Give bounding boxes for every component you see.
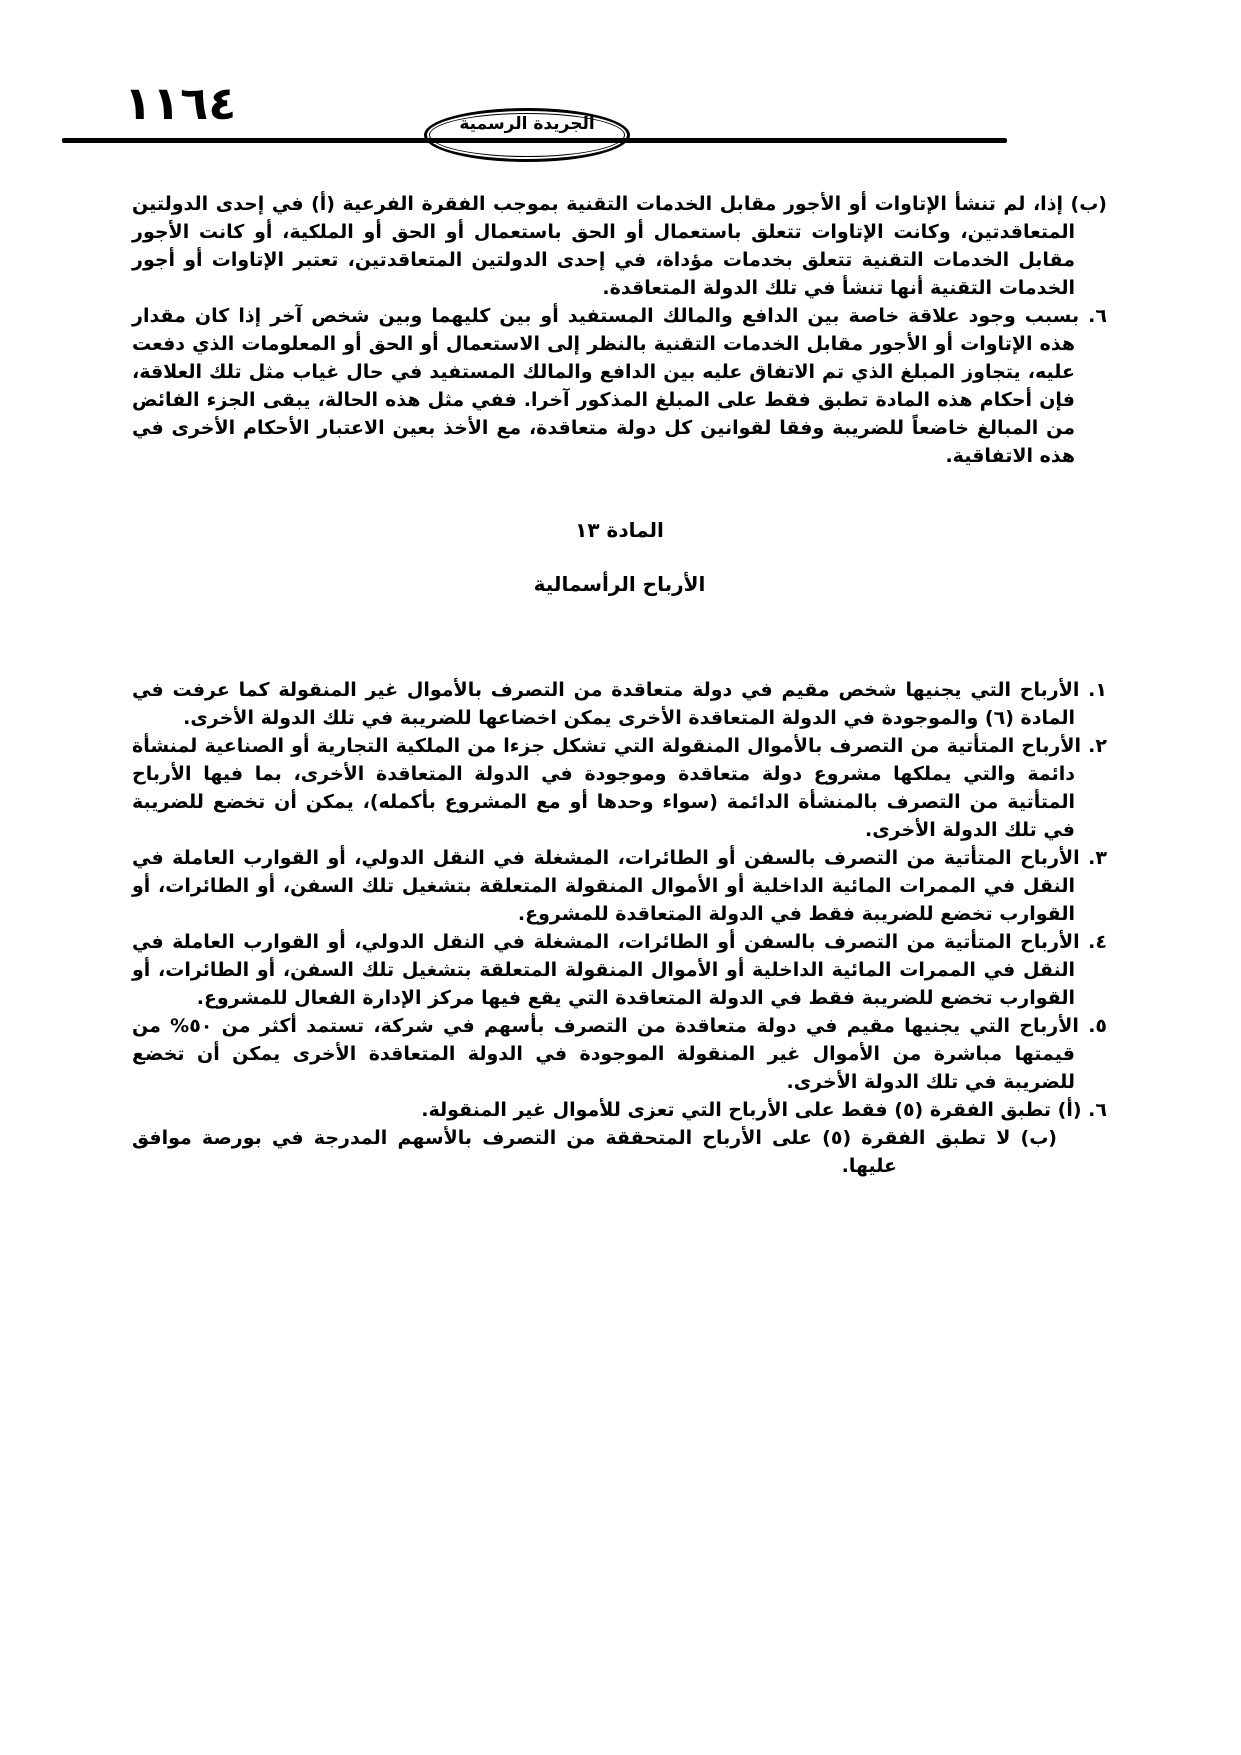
article-title: المادة ١٣ xyxy=(575,518,664,542)
clause-6-sub-b xyxy=(132,1124,1107,1180)
article-subtitle: الأرباح الرأسمالية xyxy=(533,572,706,596)
clause-3-text: الأرباح المتأتية من التصرف بالسفن أو الطائرات، المشغلة في النقل الدولي، أو القوارب العاملة في النقل في الممرات المائية الداخلية أو الأموال المنقولة المتعلقة بتشغيل تلك السفن، أو الطائرات، أو القوارب تخضع للضريبة فقط في الدولة المتعاقدة للمشروع. xyxy=(132,847,1080,925)
clause-1-marker: ١. xyxy=(1088,679,1107,701)
clause-6-marker: ٦. xyxy=(1088,1099,1107,1121)
clause-6-sub-b-marker: (ب) xyxy=(1020,1127,1057,1149)
clause-2-text: الأرباح المتأتية من التصرف بالأموال المنقولة التي تشكل جزءا من الملكية التجارية أو الصناعية لمنشأة دائمة والتي يملكها مشروع دولة متعاقدة وموجودة في الدولة المتعاقدة الأخرى، بما فيها الأرباح المتأتية من التصرف بالمنشأة الدائمة (سواء وحدها أو مع المشروع بأكمله)، يمكن أن تخضع للضريبة في تلك الدولة الأخرى. xyxy=(132,735,1081,841)
masthead-title: الجريدة الرسمية xyxy=(459,114,595,134)
clause-6-prev xyxy=(132,302,1107,470)
clause-5-marker: ٥. xyxy=(1088,1015,1108,1037)
clause-4 xyxy=(132,928,1107,1012)
document-body xyxy=(132,190,1107,1180)
clause-6-prev-marker: ٦. xyxy=(1088,305,1107,327)
clause-2 xyxy=(132,732,1107,844)
clause-6-sub-a-text: تطبق الفقرة (٥) فقط على الأرباح التي تعزى للأموال غير المنقولة. xyxy=(421,1099,1052,1121)
clause-6-sub-a-marker: (أ) xyxy=(1057,1099,1082,1121)
clause-1-text: الأرباح التي يجنيها شخص مقيم في دولة متعاقدة من التصرف بالأموال غير المنقولة كما عرفت في المادة (٦) والموجودة في الدولة المتعاقدة الأخرى يمكن اخضاعها للضريبة في تلك الدولة الأخرى. xyxy=(132,679,1080,729)
paragraph-b-text: إذا، لم تنشأ الإتاوات أو الأجور مقابل الخدمات التقنية بموجب الفقرة الفرعية (أ) في إحدى الدولتين المتعاقدتين، وكانت الإتاوات تتعلق باستعمال أو الحق باستعمال أو الحق أو الملكية، أو كانت الأجور مقابل الخدمات التقنية تتعلق بخدمات مؤداة، في إحدى الدولتين المتعاقدتين، تعتبر الإتاوات أو أجور الخدمات التقنية أنها تنشأ في تلك الدولة المتعاقدة. xyxy=(132,193,1075,299)
clause-5 xyxy=(132,1012,1107,1096)
clause-6-sub-b-text: لا تطبق الفقرة (٥) على الأرباح المتحققة من التصرف بالأسهم المدرجة في بورصة موافق عليها. xyxy=(132,1127,1011,1177)
clause-1 xyxy=(132,676,1107,732)
clause-6 xyxy=(132,1096,1107,1124)
clause-4-marker: ٤. xyxy=(1088,931,1107,953)
page-number: ١١٦٤ xyxy=(124,76,237,130)
clause-4-text: الأرباح المتأتية من التصرف بالسفن أو الطائرات، المشغلة في النقل الدولي، أو القوارب العاملة في النقل في الممرات المائية الداخلية أو الأموال المنقولة المتعلقة بتشغيل تلك السفن، أو الطائرات، أو القوارب تخضع للضريبة فقط في الدولة المتعاقدة التي يقع فيها مركز الإدارة الفعال للمشروع. xyxy=(132,931,1080,1009)
paragraph-b-marker: (ب) xyxy=(1070,193,1107,215)
clause-6-prev-text: بسبب وجود علاقة خاصة بين الدافع والمالك المستفيد أو بين كليهما وبين شخص آخر إذا كان مقدار هذه الإتاوات أو الأجور مقابل الخدمات التقنية بالنظر إلى الاستعمال أو الحق أو المعلومات الذي دفعت عليه، يتجاوز المبلغ الذي تم الاتفاق عليه بين الدافع والمالك المستفيد في حال غياب مثل تلك العلاقة، فإن أحكام هذه المادة تطبق فقط على المبلغ المذكور آخرا. ففي مثل هذه الحالة، يبقى الجزء الفائض من المبالغ خاضعاً للضريبة وفقا لقوانين كل دولة متعاقدة، مع الأخذ بعين الاعتبار الأحكام الأخرى في هذه الاتفاقية. xyxy=(132,305,1080,467)
paragraph-b xyxy=(132,190,1107,302)
clause-3-marker: ٣. xyxy=(1088,847,1107,869)
clause-2-marker: ٢. xyxy=(1088,735,1107,757)
clause-5-text: الأرباح التي يجنيها مقيم في دولة متعاقدة من التصرف بأسهم في شركة، تستمد أكثر من ٥٠% من قيمتها مباشرة من الأموال غير المنقولة الموجودة في الدولة المتعاقدة الأخرى يمكن أن تخضع للضريبة في تلك الدولة الأخرى. xyxy=(132,1015,1079,1093)
clause-3 xyxy=(132,844,1107,928)
